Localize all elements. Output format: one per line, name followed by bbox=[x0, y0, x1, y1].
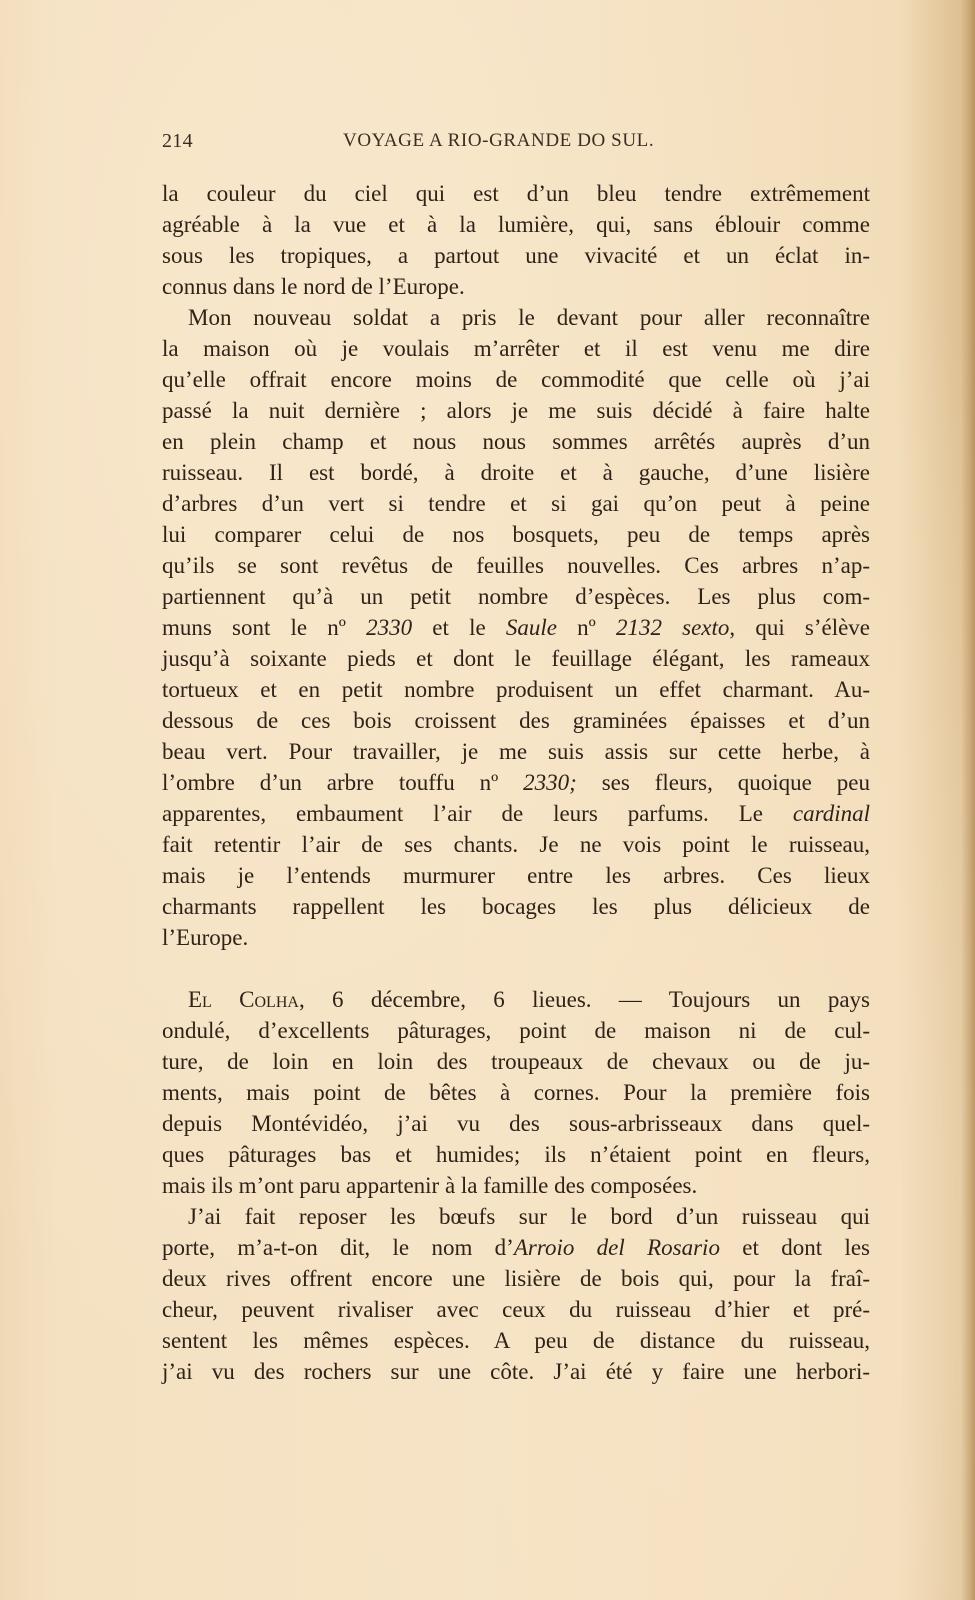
text-line: connus dans le nord de l’Europe. bbox=[162, 274, 465, 299]
text-line-mixed bbox=[162, 1232, 870, 1263]
text-run: ses fleurs, quoique peu bbox=[576, 770, 870, 795]
paragraph-4 bbox=[162, 1201, 870, 1387]
text-line: mais je l’entends murmurer entre les arbres. Ces lieux bbox=[162, 863, 870, 888]
specimen-number: 2330; bbox=[523, 770, 577, 795]
text-line: charmants rappellent les bocages les plus délicieux de bbox=[162, 894, 870, 919]
text-line: ques pâturages bas et humides; ils n’étaient point en fleurs, bbox=[162, 1142, 870, 1167]
text-line: d’arbres d’un vert si tendre et si gai qu’on peut à peine bbox=[162, 491, 870, 516]
text-line: passé la nuit dernière ; alors je me suis décidé à faire halte bbox=[162, 398, 870, 423]
place-name: El Colha bbox=[188, 987, 299, 1012]
page-number: 214 bbox=[162, 130, 193, 152]
body-text bbox=[162, 178, 870, 1387]
text-run: , qui s’élève bbox=[729, 615, 871, 640]
specimen-number: 2330 bbox=[366, 615, 413, 640]
paragraph-2 bbox=[162, 302, 870, 953]
text-line: sous les tropiques, a partout une vivacité et un éclat in- bbox=[162, 243, 870, 268]
text-line: sentent les mêmes espèces. A peu de distance du ruisseau, bbox=[162, 1328, 870, 1353]
paragraph-1 bbox=[162, 178, 870, 302]
text-line: beau vert. Pour travailler, je me suis assis sur cette herbe, à bbox=[162, 739, 870, 764]
text-line: deux rives offrent encore une lisière de bois qui, pour la fraî- bbox=[162, 1266, 870, 1291]
text-line: agréable à la vue et à la lumière, qui, sans éblouir comme bbox=[162, 212, 870, 237]
stream-name: Arroio del Rosario bbox=[513, 1235, 720, 1260]
text-line: la maison où je voulais m’arrêter et il est venu me dire bbox=[162, 336, 870, 361]
section-gap bbox=[162, 953, 870, 984]
bird-name: cardinal bbox=[792, 801, 870, 826]
text-run: et le bbox=[412, 615, 506, 640]
text-line: cheur, peuvent rivaliser avec ceux du ruisseau d’hier et pré- bbox=[162, 1297, 870, 1322]
text-line: dessous de ces bois croissent des graminées épaisses et d’un bbox=[162, 708, 870, 733]
text-run: et dont les bbox=[719, 1235, 870, 1260]
text-line: partiennent qu’à un petit nombre d’espèces. Les plus com- bbox=[162, 584, 870, 609]
running-header bbox=[162, 130, 870, 160]
text-line: fait retentir l’air de ses chants. Je ne vois point le ruisseau, bbox=[162, 832, 870, 857]
paragraph-3-entry bbox=[162, 984, 870, 1201]
text-line: qu’ils se sont revêtus de feuilles nouvelles. Ces arbres n’ap- bbox=[162, 553, 870, 578]
text-line: tortueux et en petit nombre produisent un effet charmant. Au- bbox=[162, 677, 870, 702]
entry-heading-line bbox=[162, 984, 870, 1015]
text-line: la couleur du ciel qui est d’un bleu tendre extrêmement bbox=[162, 181, 870, 206]
text-line: l’Europe. bbox=[162, 925, 249, 950]
text-line: j’ai vu des rochers sur une côte. J’ai été y faire une herbori- bbox=[162, 1359, 870, 1384]
text-line: jusqu’à soixante pieds et dont le feuillage élégant, les rameaux bbox=[162, 646, 870, 671]
text-line: en plein champ et nous nous sommes arrêtés auprès d’un bbox=[162, 429, 870, 454]
text-run: apparentes, embaument l’air de leurs parfums. Le bbox=[162, 801, 793, 826]
species-name: Saule bbox=[505, 615, 557, 640]
text-run: nº bbox=[556, 615, 616, 640]
specimen-number: 2132 sexto bbox=[615, 615, 730, 640]
text-line: ture, de loin en loin des troupeaux de chevaux ou de ju- bbox=[162, 1049, 870, 1074]
text-line-mixed bbox=[162, 612, 870, 643]
text-line: lui comparer celui de nos bosquets, peu de temps après bbox=[162, 522, 870, 547]
running-title: VOYAGE A RIO-GRANDE DO SUL. bbox=[343, 130, 655, 151]
text-line: ruisseau. Il est bordé, à droite et à gauche, d’une lisière bbox=[162, 460, 870, 485]
text-line: mais ils m’ont paru appartenir à la famille des composées. bbox=[162, 1173, 698, 1198]
text-line: ments, mais point de bêtes à cornes. Pour la première fois bbox=[162, 1080, 870, 1105]
text-line-mixed bbox=[162, 798, 870, 829]
text-line: J’ai fait reposer les bœufs sur le bord d’un ruisseau qui bbox=[188, 1204, 870, 1229]
text-run: l’ombre d’un arbre touffu nº bbox=[162, 770, 524, 795]
text-line-mixed bbox=[162, 767, 870, 798]
page-edge-shadow bbox=[961, 0, 975, 1600]
text-run: muns sont le nº bbox=[162, 615, 367, 640]
text-run: , 6 décembre, 6 lieues. — Toujours un pays bbox=[298, 987, 871, 1012]
text-line: ondulé, d’excellents pâturages, point de maison ni de cul- bbox=[162, 1018, 870, 1043]
text-line: Mon nouveau soldat a pris le devant pour aller reconnaître bbox=[188, 305, 870, 330]
text-line: depuis Montévidéo, j’ai vu des sous-arbrisseaux dans quel- bbox=[162, 1111, 870, 1136]
text-line: qu’elle offrait encore moins de commodité que celle où j’ai bbox=[162, 367, 870, 392]
text-run: porte, m’a-t-on dit, le nom d’ bbox=[162, 1235, 514, 1260]
